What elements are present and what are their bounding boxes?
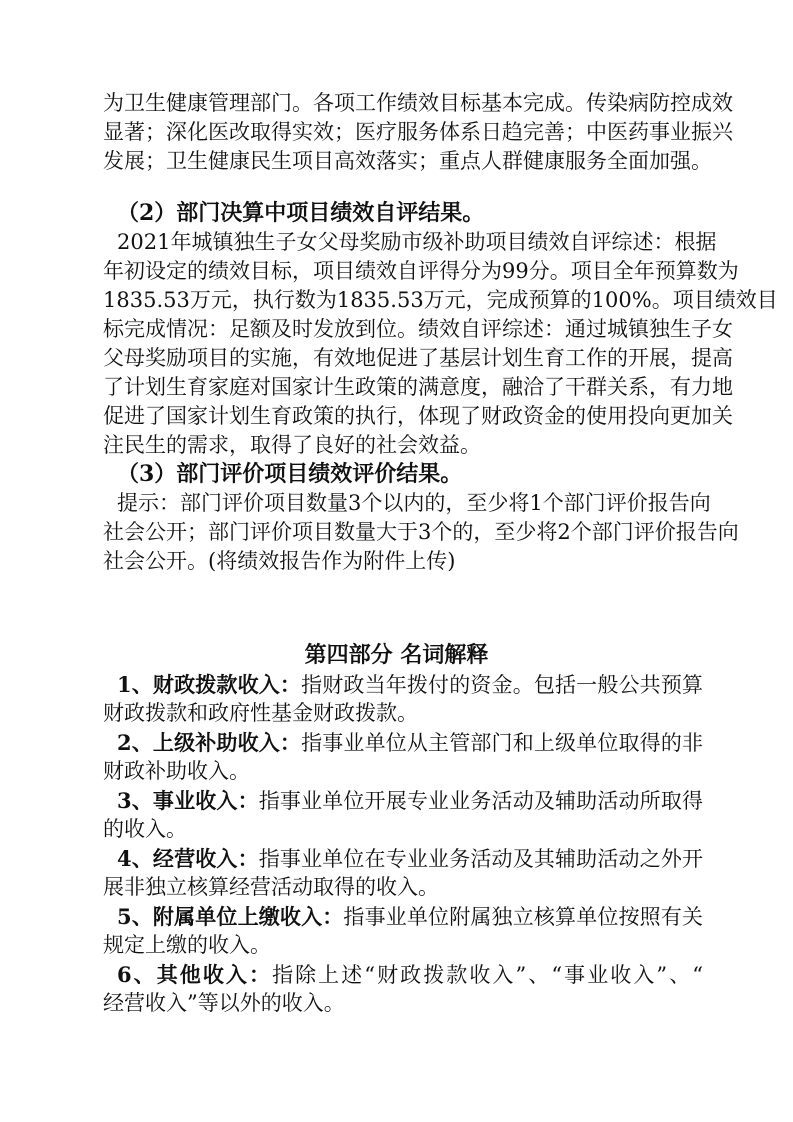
glossary-definition: 指除上述“财政拨款收入”、“事业收入”、“: [272, 963, 703, 987]
text-line: 注民生的需求，取得了良好的社会效益。: [103, 433, 481, 457]
glossary-definition: 指财政当年拨付的资金。包括一般公共预算: [301, 673, 703, 697]
text-line: 促进了国家计划生育政策的执行，体现了财政资金的使用投向更加关: [103, 404, 733, 428]
text-line: 提示：部门评价项目数量3个以内的，至少将1个部门评价报告向: [117, 491, 711, 515]
text-line: 发展；卫生健康民生项目高效落实；重点人群健康服务全面加强。: [103, 149, 712, 173]
section-heading-project-self-evaluation: （2）部门决算中项目绩效自评结果。: [117, 200, 485, 226]
glossary-item: [117, 786, 703, 815]
text-line: 经营收入”等以外的收入。: [103, 991, 345, 1015]
glossary-term: 5、附属单位上缴收入：: [117, 904, 344, 929]
glossary-term: 6、其他收入：: [117, 962, 273, 987]
text-line: 社会公开；部门评价项目数量大于3个的，至少将2个部门评价报告向: [103, 520, 739, 544]
text-line: 规定上缴的收入。: [103, 933, 271, 957]
text-line: 了计划生育家庭对国家计生政策的满意度，融洽了干群关系，有力地: [103, 375, 733, 399]
glossary-definition: 指事业单位在专业业务活动及其辅助活动之外开: [258, 847, 703, 871]
text-line: 的收入。: [103, 817, 187, 841]
part-four-title: 第四部分 名词解释: [304, 642, 489, 668]
text-line: 1835.53万元，执行数为1835.53万元，完成预算的100%。项目绩效目: [103, 288, 778, 312]
section-heading-department-evaluation: （3）部门评价项目绩效评价结果。: [117, 461, 463, 487]
glossary-term: 2、上级补助收入：: [117, 730, 302, 755]
text-line: 2021年城镇独生子女父母奖励市级补助项目绩效自评综述：根据: [117, 230, 717, 254]
glossary-term: 1、财政拨款收入：: [117, 672, 302, 697]
text-line: 父母奖励项目的实施，有效地促进了基层计划生育工作的开展，提高: [103, 346, 733, 370]
text-line: 显著；深化医改取得实效；医疗服务体系日趋完善；中医药事业振兴: [103, 120, 733, 144]
text-line: 财政拨款和政府性基金财政拨款。: [103, 701, 418, 725]
text-line: 标完成情况：足额及时发放到位。绩效自评综述：通过城镇独生子女: [103, 317, 733, 341]
glossary-item: [117, 902, 703, 931]
text-line: 为卫生健康管理部门。各项工作绩效目标基本完成。传染病防控成效: [103, 91, 733, 115]
text-line: 展非独立核算经营活动取得的收入。: [103, 875, 439, 899]
glossary-definition: 指事业单位开展专业业务活动及辅助活动所取得: [258, 789, 703, 813]
text-line: 财政补助收入。: [103, 759, 250, 783]
glossary-definition: 指事业单位附属独立核算单位按照有关: [343, 905, 703, 929]
text-line: 社会公开。(将绩效报告作为附件上传): [103, 549, 456, 573]
glossary-term: 4、经营收入：: [117, 846, 259, 871]
glossary-term: 3、事业收入：: [117, 788, 259, 813]
text-line: 年初设定的绩效目标，项目绩效自评得分为99分。项目全年预算数为: [103, 259, 739, 283]
glossary-item: [117, 728, 703, 757]
glossary-item: [117, 844, 703, 873]
glossary-item: [117, 670, 703, 699]
glossary-item: [117, 960, 703, 989]
glossary-definition: 指事业单位从主管部门和上级单位取得的非: [301, 731, 703, 755]
